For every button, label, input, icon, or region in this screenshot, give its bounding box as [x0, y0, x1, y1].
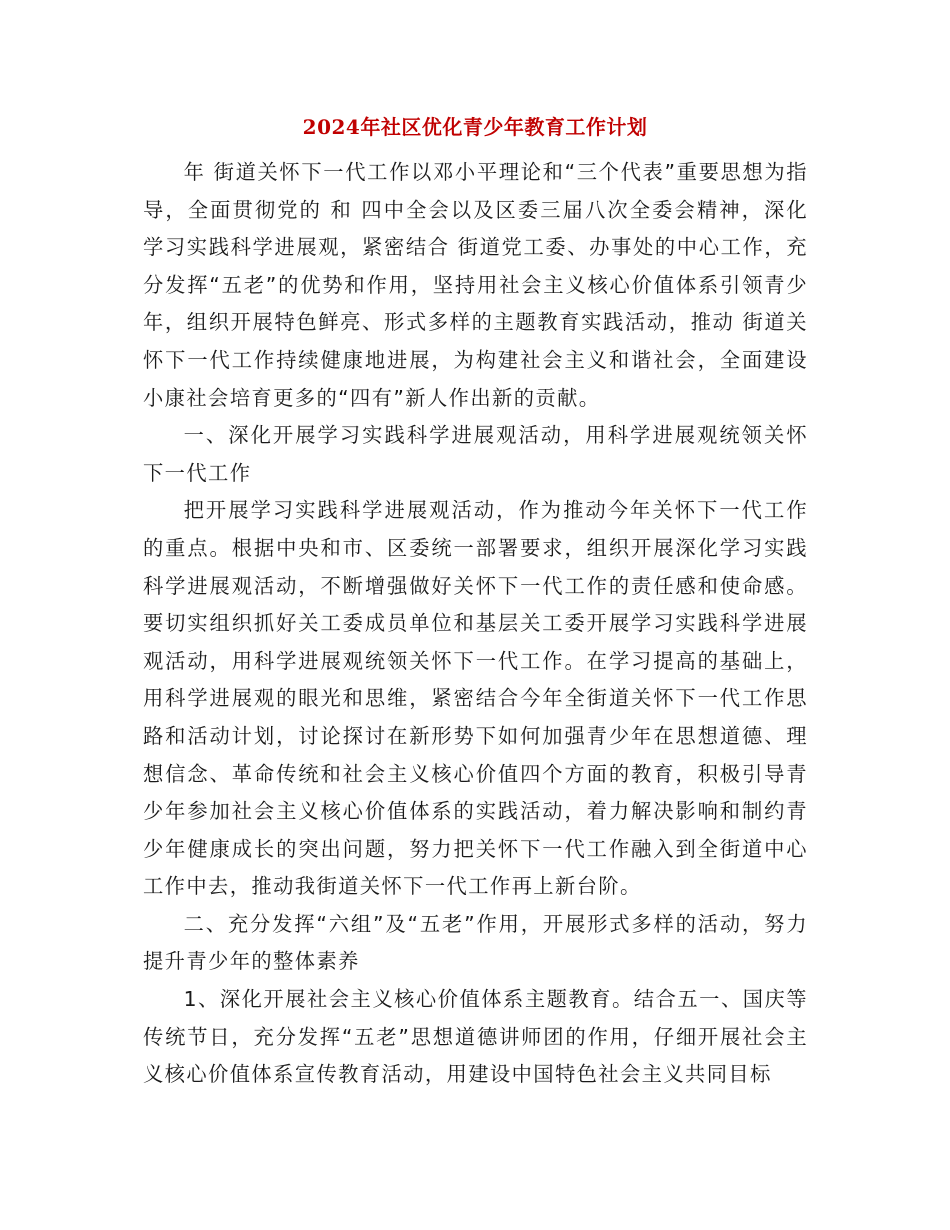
paragraph-section-1: 把开展学习实践科学进展观活动，作为推动今年关怀下一代工作的重点。根据中央和市、区委统一部署要求，组织开展深化学习实践科学进展观活动，不断增强做好关怀下一代工作的责任感和使命感。要切实组织抓好关工委成员单位和基层关工委开展学习实践科学进展观活动，用科学进展观统领关怀下一代工作。在学习提高的基础上，用科学进展观的眼光和思维，紧密结合今年全街道关怀下一代工作思路和活动计划，讨论探讨在新形势下如何加强青少年在思想道德、理想信念、革命传统和社会主义核心价值四个方面的教育，积极引导青少年参加社会主义核心价值体系的实践活动，着力解决影响和制约青少年健康成长的突出问题，努力把关怀下一代工作融入到全街道中心工作中去，推动我街道关怀下一代工作再上新台阶。	[143, 498, 808, 899]
section-heading-1: 一、深化开展学习实践科学进展观活动，用科学进展观统领关怀下一代工作	[143, 423, 808, 485]
paragraph-item-1: 1、深化开展社会主义核心价值体系主题教育。结合五一、国庆等传统节日，充分发挥“五老”思想道德讲师团的作用，仔细开展社会主义核心价值体系宣传教育活动，用建设中国特色社会主义共同目标	[143, 987, 808, 1087]
paragraph-intro: 年 街道关怀下一代工作以邓小平理论和“三个代表”重要思想为指导，全面贯彻党的 和 四中全会以及区委三届八次全委会精神，深化学习实践科学进展观，紧密结合 街道党工委、办事处的中心工作，充分发挥“五老”的优势和作用，坚持用社会主义核心价值体系引领青少年，组织开展特色鲜亮、形式多样的主题教育实践活动，推动 街道关怀下一代工作持续健康地进展，为构建社会主义和谐社会，全面建设小康社会培育更多的“四有”新人作出新的贡献。	[143, 160, 808, 410]
section-heading-2: 二、充分发挥“六组”及“五老”作用，开展形式多样的活动，努力提升青少年的整体素养	[143, 911, 808, 974]
document-title: 2024年社区优化青少年教育工作计划	[302, 115, 648, 139]
document-body	[143, 154, 808, 1094]
